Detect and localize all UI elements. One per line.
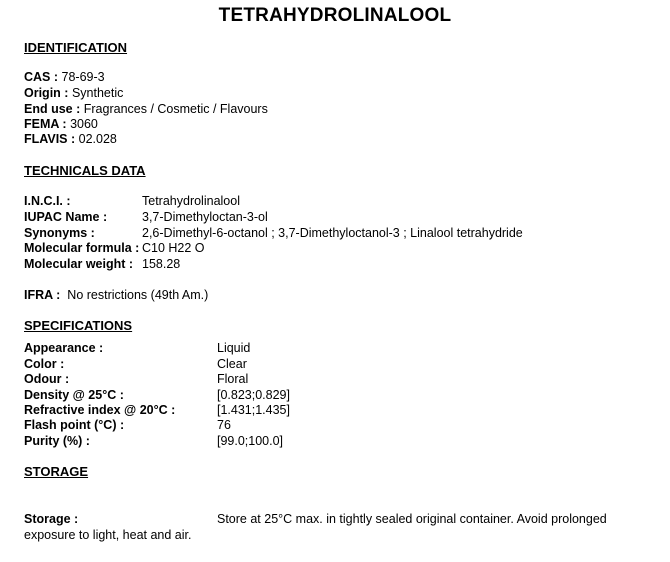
identification-heading: IDENTIFICATION [24,40,128,55]
flash-point-value: 76 [217,418,231,432]
origin-label: Origin : [24,86,69,100]
flavis-line [24,132,117,146]
color-label: Color : [24,357,65,371]
odour-value: Floral [217,372,249,386]
purity-label: Purity (%) : [24,434,90,448]
molecular-weight-label: Molecular weight : [24,257,134,271]
molecular-formula-label: Molecular formula : [24,241,140,255]
cas-label: CAS : [24,70,59,84]
ifra-value: No restrictions (49th Am.) [67,288,209,302]
document-title: TETRAHYDROLINALOOL [218,5,452,26]
synonyms-value: 2,6-Dimethyl-6-octanol ; 3,7-Dimethyloctanol-3 ; Linalool tetrahydride [142,226,523,240]
inci-value: Tetrahydrolinalool [142,194,240,208]
end-use-line [24,102,268,116]
storage-heading: STORAGE [24,464,89,479]
odour-label: Odour : [24,372,70,386]
refractive-index-label: Refractive index @ 20°C : [24,403,176,417]
end-use-value: Fragrances / Cosmetic / Flavours [83,102,268,116]
cas-line [24,70,105,84]
iupac-label: IUPAC Name : [24,210,108,224]
refractive-index-value: [1.431;1.435] [217,403,290,417]
molecular-weight-value: 158.28 [142,257,181,271]
end-use-label: End use : [24,102,81,116]
color-value: Clear [217,357,247,371]
appearance-label: Appearance : [24,341,104,355]
ifra-label: IFRA : [24,288,61,302]
fema-label: FEMA : [24,117,67,131]
flavis-value: 02.028 [78,132,117,146]
storage-label: Storage : [24,512,79,526]
flash-point-label: Flash point (°C) : [24,418,125,432]
storage-value-line1: Store at 25°C max. in tightly sealed original container. Avoid prolonged [217,512,607,526]
iupac-value: 3,7-Dimethyloctan-3-ol [142,210,268,224]
origin-line [24,86,123,100]
flavis-label: FLAVIS : [24,132,76,146]
fema-line [24,117,98,131]
origin-value: Synthetic [71,86,124,100]
purity-value: [99.0;100.0] [217,434,284,448]
inci-label: I.N.C.I. : [24,194,71,208]
specifications-heading: SPECIFICATIONS [24,318,133,333]
storage-value-line2: exposure to light, heat and air. [24,528,192,542]
appearance-value: Liquid [217,341,251,355]
fema-value: 3060 [70,117,98,131]
density-label: Density @ 25°C : [24,388,124,402]
density-value: [0.823;0.829] [217,388,290,402]
ifra-line [24,288,208,302]
molecular-formula-value: C10 H22 O [142,241,205,255]
cas-value: 78-69-3 [61,70,105,84]
synonyms-label: Synonyms : [24,226,95,240]
technicals-heading: TECHNICALS DATA [24,163,146,178]
